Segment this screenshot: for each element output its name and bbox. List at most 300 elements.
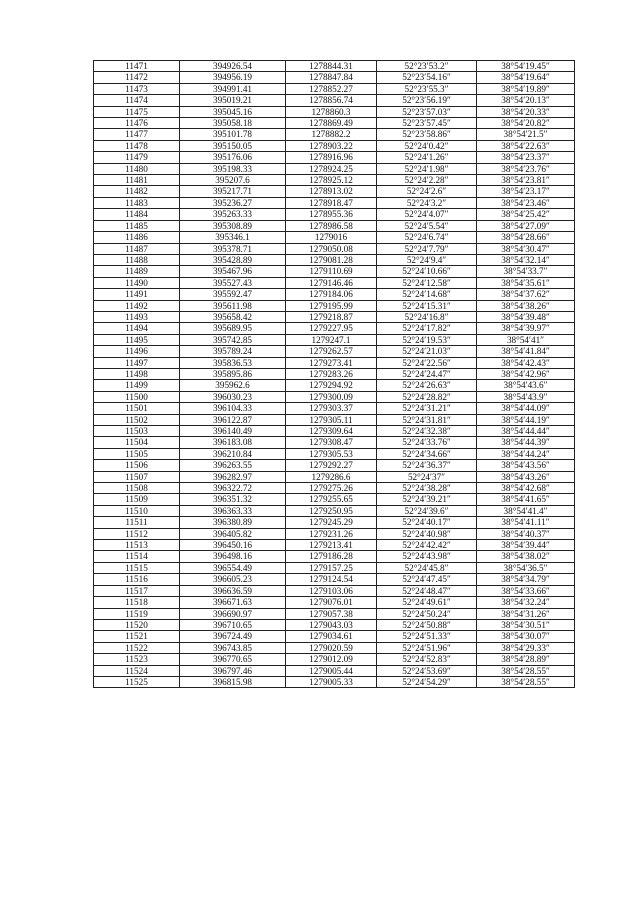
x-coordinate-cell: 396183.08 [180, 437, 286, 448]
latitude-cell: 52°24′9.4″ [377, 254, 477, 265]
x-coordinate-cell: 395045.16 [180, 106, 286, 117]
y-coordinate-cell: 1279057.38 [286, 608, 377, 619]
longitude-cell: 38°54′38.02″ [477, 551, 575, 562]
latitude-cell: 52°23′53.2″ [377, 61, 477, 72]
longitude-cell: 38°54′44.44″ [477, 426, 575, 437]
longitude-cell: 38°54′44.39″ [477, 437, 575, 448]
x-coordinate-cell: 396263.55 [180, 460, 286, 471]
longitude-cell: 38°54′21.5″ [477, 129, 575, 140]
latitude-cell: 52°24′19.53″ [377, 334, 477, 345]
table-row [94, 197, 575, 208]
x-coordinate-cell: 395789.24 [180, 346, 286, 357]
y-coordinate-cell: 1278882.2 [286, 129, 377, 140]
table-row [94, 403, 575, 414]
point-number-cell: 11483 [94, 197, 180, 208]
point-number-cell: 11473 [94, 83, 180, 94]
table-row [94, 209, 575, 220]
longitude-cell: 38°54′23.17″ [477, 186, 575, 197]
y-coordinate-cell: 1279012.09 [286, 654, 377, 665]
latitude-cell: 52°24′34.66″ [377, 448, 477, 459]
table-row [94, 494, 575, 505]
point-number-cell: 11510 [94, 505, 180, 516]
point-number-cell: 11492 [94, 300, 180, 311]
x-coordinate-cell: 395428.89 [180, 254, 286, 265]
latitude-cell: 52°24′32.38″ [377, 426, 477, 437]
table-row [94, 517, 575, 528]
table-row [94, 72, 575, 83]
longitude-cell: 38°54′28.66″ [477, 232, 575, 243]
table-row [94, 152, 575, 163]
point-number-cell: 11504 [94, 437, 180, 448]
table-row [94, 323, 575, 334]
latitude-cell: 52°24′2.28″ [377, 175, 477, 186]
x-coordinate-cell: 395101.78 [180, 129, 286, 140]
x-coordinate-cell: 396450.16 [180, 540, 286, 551]
y-coordinate-cell: 1279218.87 [286, 311, 377, 322]
y-coordinate-cell: 1279255.65 [286, 494, 377, 505]
y-coordinate-cell: 1278925.12 [286, 175, 377, 186]
point-number-cell: 11478 [94, 140, 180, 151]
y-coordinate-cell: 1279050.08 [286, 243, 377, 254]
table-row [94, 95, 575, 106]
x-coordinate-cell: 395689.95 [180, 323, 286, 334]
table-row [94, 106, 575, 117]
point-number-cell: 11471 [94, 61, 180, 72]
y-coordinate-cell: 1278860.3 [286, 106, 377, 117]
table-row [94, 232, 575, 243]
latitude-cell: 52°24′51.33″ [377, 631, 477, 642]
point-number-cell: 11515 [94, 562, 180, 573]
point-number-cell: 11474 [94, 95, 180, 106]
y-coordinate-cell: 1279273.41 [286, 357, 377, 368]
y-coordinate-cell: 1278844.31 [286, 61, 377, 72]
y-coordinate-cell: 1279146.46 [286, 277, 377, 288]
point-number-cell: 11522 [94, 642, 180, 653]
table-row [94, 551, 575, 562]
y-coordinate-cell: 1278924.25 [286, 163, 377, 174]
point-number-cell: 11503 [94, 426, 180, 437]
point-number-cell: 11508 [94, 483, 180, 494]
table-row [94, 619, 575, 630]
x-coordinate-cell: 395236.27 [180, 197, 286, 208]
table-row [94, 83, 575, 94]
point-number-cell: 11500 [94, 391, 180, 402]
y-coordinate-cell: 1279305.53 [286, 448, 377, 459]
latitude-cell: 52°24′39.6″ [377, 505, 477, 516]
x-coordinate-cell: 396380.89 [180, 517, 286, 528]
point-number-cell: 11491 [94, 289, 180, 300]
table-row [94, 129, 575, 140]
table-row [94, 254, 575, 265]
y-coordinate-cell: 1279124.54 [286, 574, 377, 585]
x-coordinate-cell: 396554.49 [180, 562, 286, 573]
x-coordinate-cell: 395467.96 [180, 266, 286, 277]
point-number-cell: 11513 [94, 540, 180, 551]
y-coordinate-cell: 1279081.28 [286, 254, 377, 265]
x-coordinate-cell: 396797.46 [180, 665, 286, 676]
longitude-cell: 38°54′33.66″ [477, 585, 575, 596]
table-row [94, 414, 575, 425]
point-number-cell: 11499 [94, 380, 180, 391]
table-row [94, 540, 575, 551]
y-coordinate-cell: 1278856.74 [286, 95, 377, 106]
point-number-cell: 11494 [94, 323, 180, 334]
point-number-cell: 11519 [94, 608, 180, 619]
table-row [94, 391, 575, 402]
latitude-cell: 52°24′53.69″ [377, 665, 477, 676]
y-coordinate-cell: 1278847.84 [286, 72, 377, 83]
longitude-cell: 38°54′37.62″ [477, 289, 575, 300]
y-coordinate-cell: 1279157.25 [286, 562, 377, 573]
x-coordinate-cell: 395058.18 [180, 118, 286, 129]
x-coordinate-cell: 395263.33 [180, 209, 286, 220]
longitude-cell: 38°54′20.82″ [477, 118, 575, 129]
latitude-cell: 52°24′40.98″ [377, 528, 477, 539]
y-coordinate-cell: 1279286.6 [286, 471, 377, 482]
point-number-cell: 11507 [94, 471, 180, 482]
point-number-cell: 11472 [94, 72, 180, 83]
longitude-cell: 38°54′41.65″ [477, 494, 575, 505]
longitude-cell: 38°54′43.26″ [477, 471, 575, 482]
table-row [94, 61, 575, 72]
y-coordinate-cell: 1278986.58 [286, 220, 377, 231]
x-coordinate-cell: 395742.85 [180, 334, 286, 345]
longitude-cell: 38°54′43.56″ [477, 460, 575, 471]
y-coordinate-cell: 1279186.28 [286, 551, 377, 562]
latitude-cell: 52°23′56.19″ [377, 95, 477, 106]
latitude-cell: 52°24′3.2″ [377, 197, 477, 208]
latitude-cell: 52°24′42.42″ [377, 540, 477, 551]
longitude-cell: 38°54′28.89″ [477, 654, 575, 665]
y-coordinate-cell: 1279231.26 [286, 528, 377, 539]
latitude-cell: 52°24′49.61″ [377, 597, 477, 608]
y-coordinate-cell: 1279005.44 [286, 665, 377, 676]
latitude-cell: 52°24′4.07″ [377, 209, 477, 220]
longitude-cell: 38°54′39.48″ [477, 311, 575, 322]
longitude-cell: 38°54′19.89″ [477, 83, 575, 94]
x-coordinate-cell: 396363.33 [180, 505, 286, 516]
x-coordinate-cell: 395611.98 [180, 300, 286, 311]
y-coordinate-cell: 1279247.1 [286, 334, 377, 345]
latitude-cell: 52°24′16.8″ [377, 311, 477, 322]
latitude-cell: 52°24′47.45″ [377, 574, 477, 585]
latitude-cell: 52°24′22.56″ [377, 357, 477, 368]
y-coordinate-cell: 1279250.95 [286, 505, 377, 516]
latitude-cell: 52°24′14.68″ [377, 289, 477, 300]
longitude-cell: 38°54′20.13″ [477, 95, 575, 106]
point-number-cell: 11505 [94, 448, 180, 459]
latitude-cell: 52°24′50.88″ [377, 619, 477, 630]
y-coordinate-cell: 1279034.61 [286, 631, 377, 642]
y-coordinate-cell: 1279262.57 [286, 346, 377, 357]
point-number-cell: 11514 [94, 551, 180, 562]
table-row [94, 665, 575, 676]
point-number-cell: 11482 [94, 186, 180, 197]
x-coordinate-cell: 395217.71 [180, 186, 286, 197]
latitude-cell: 52°24′6.74″ [377, 232, 477, 243]
table-row [94, 266, 575, 277]
table-row [94, 243, 575, 254]
longitude-cell: 38°54′30.47″ [477, 243, 575, 254]
longitude-cell: 38°54′31.26″ [477, 608, 575, 619]
longitude-cell: 38°54′25.42″ [477, 209, 575, 220]
latitude-cell: 52°24′26.63″ [377, 380, 477, 391]
x-coordinate-cell: 396498.16 [180, 551, 286, 562]
table-row [94, 608, 575, 619]
x-coordinate-cell: 396671.63 [180, 597, 286, 608]
x-coordinate-cell: 395378.71 [180, 243, 286, 254]
x-coordinate-cell: 395592.47 [180, 289, 286, 300]
point-number-cell: 11477 [94, 129, 180, 140]
y-coordinate-cell: 1279076.01 [286, 597, 377, 608]
latitude-cell: 52°24′48.47″ [377, 585, 477, 596]
table-row [94, 175, 575, 186]
coordinates-table-body [94, 61, 575, 688]
table-row [94, 311, 575, 322]
y-coordinate-cell: 1279184.06 [286, 289, 377, 300]
table-row [94, 357, 575, 368]
x-coordinate-cell: 396710.65 [180, 619, 286, 630]
table-row [94, 676, 575, 687]
table-row [94, 346, 575, 357]
y-coordinate-cell: 1279245.29 [286, 517, 377, 528]
x-coordinate-cell: 394991.41 [180, 83, 286, 94]
point-number-cell: 11506 [94, 460, 180, 471]
longitude-cell: 38°54′33.7″ [477, 266, 575, 277]
longitude-cell: 38°54′44.19″ [477, 414, 575, 425]
latitude-cell: 52°24′21.03″ [377, 346, 477, 357]
longitude-cell: 38°54′28.55″ [477, 676, 575, 687]
x-coordinate-cell: 395207.6 [180, 175, 286, 186]
point-number-cell: 11521 [94, 631, 180, 642]
y-coordinate-cell: 1279103.06 [286, 585, 377, 596]
y-coordinate-cell: 1279227.95 [286, 323, 377, 334]
point-number-cell: 11485 [94, 220, 180, 231]
table-row [94, 186, 575, 197]
x-coordinate-cell: 396815.98 [180, 676, 286, 687]
longitude-cell: 38°54′43.9″ [477, 391, 575, 402]
latitude-cell: 52°24′10.66″ [377, 266, 477, 277]
longitude-cell: 38°54′30.51″ [477, 619, 575, 630]
table-row [94, 562, 575, 573]
latitude-cell: 52°24′38.28″ [377, 483, 477, 494]
y-coordinate-cell: 1279308.47 [286, 437, 377, 448]
point-number-cell: 11501 [94, 403, 180, 414]
point-number-cell: 11484 [94, 209, 180, 220]
table-row [94, 426, 575, 437]
point-number-cell: 11517 [94, 585, 180, 596]
point-number-cell: 11476 [94, 118, 180, 129]
y-coordinate-cell: 1279020.59 [286, 642, 377, 653]
table-row [94, 528, 575, 539]
latitude-cell: 52°23′58.86″ [377, 129, 477, 140]
table-row [94, 220, 575, 231]
y-coordinate-cell: 1279292.27 [286, 460, 377, 471]
table-row [94, 483, 575, 494]
longitude-cell: 38°54′42.43″ [477, 357, 575, 368]
longitude-cell: 38°54′44.24″ [477, 448, 575, 459]
y-coordinate-cell: 1279043.03 [286, 619, 377, 630]
point-number-cell: 11518 [94, 597, 180, 608]
x-coordinate-cell: 396104.33 [180, 403, 286, 414]
latitude-cell: 52°23′54.16″ [377, 72, 477, 83]
x-coordinate-cell: 396030.23 [180, 391, 286, 402]
x-coordinate-cell: 396605.23 [180, 574, 286, 585]
longitude-cell: 38°54′23.46″ [477, 197, 575, 208]
table-row [94, 289, 575, 300]
table-row [94, 140, 575, 151]
x-coordinate-cell: 396351.32 [180, 494, 286, 505]
latitude-cell: 52°24′7.79″ [377, 243, 477, 254]
latitude-cell: 52°24′37″ [377, 471, 477, 482]
latitude-cell: 52°24′54.29″ [377, 676, 477, 687]
longitude-cell: 38°54′35.61″ [477, 277, 575, 288]
x-coordinate-cell: 396770.65 [180, 654, 286, 665]
coordinates-table [93, 60, 575, 688]
longitude-cell: 38°54′20.33″ [477, 106, 575, 117]
longitude-cell: 38°54′34.79″ [477, 574, 575, 585]
point-number-cell: 11525 [94, 676, 180, 687]
latitude-cell: 52°24′1.26″ [377, 152, 477, 163]
longitude-cell: 38°54′39.44″ [477, 540, 575, 551]
point-number-cell: 11520 [94, 619, 180, 630]
table-row [94, 163, 575, 174]
x-coordinate-cell: 394926.54 [180, 61, 286, 72]
x-coordinate-cell: 395895.86 [180, 368, 286, 379]
longitude-cell: 38°54′30.07″ [477, 631, 575, 642]
longitude-cell: 38°54′19.64″ [477, 72, 575, 83]
point-number-cell: 11524 [94, 665, 180, 676]
latitude-cell: 52°24′50.24″ [377, 608, 477, 619]
latitude-cell: 52°24′45.8″ [377, 562, 477, 573]
point-number-cell: 11475 [94, 106, 180, 117]
x-coordinate-cell: 395836.53 [180, 357, 286, 368]
y-coordinate-cell: 1279195.99 [286, 300, 377, 311]
y-coordinate-cell: 1278903.22 [286, 140, 377, 151]
x-coordinate-cell: 396322.72 [180, 483, 286, 494]
y-coordinate-cell: 1278955.36 [286, 209, 377, 220]
table-row [94, 380, 575, 391]
longitude-cell: 38°54′41.11″ [477, 517, 575, 528]
y-coordinate-cell: 1279016 [286, 232, 377, 243]
point-number-cell: 11498 [94, 368, 180, 379]
x-coordinate-cell: 395346.1 [180, 232, 286, 243]
latitude-cell: 52°23′57.03″ [377, 106, 477, 117]
table-row [94, 642, 575, 653]
x-coordinate-cell: 395019.21 [180, 95, 286, 106]
latitude-cell: 52°24′52.83″ [377, 654, 477, 665]
latitude-cell: 52°24′0.42″ [377, 140, 477, 151]
point-number-cell: 11487 [94, 243, 180, 254]
table-row [94, 300, 575, 311]
table-row [94, 505, 575, 516]
point-number-cell: 11496 [94, 346, 180, 357]
longitude-cell: 38°54′23.81″ [477, 175, 575, 186]
longitude-cell: 38°54′23.37″ [477, 152, 575, 163]
y-coordinate-cell: 1279303.37 [286, 403, 377, 414]
x-coordinate-cell: 396636.59 [180, 585, 286, 596]
longitude-cell: 38°54′40.37″ [477, 528, 575, 539]
x-coordinate-cell: 395176.06 [180, 152, 286, 163]
x-coordinate-cell: 395308.89 [180, 220, 286, 231]
table-row [94, 654, 575, 665]
latitude-cell: 52°24′28.82″ [377, 391, 477, 402]
table-row [94, 334, 575, 345]
y-coordinate-cell: 1278916.96 [286, 152, 377, 163]
table-row [94, 277, 575, 288]
y-coordinate-cell: 1279300.09 [286, 391, 377, 402]
latitude-cell: 52°24′43.98″ [377, 551, 477, 562]
table-row [94, 631, 575, 642]
latitude-cell: 52°24′33.76″ [377, 437, 477, 448]
longitude-cell: 38°54′36.5″ [477, 562, 575, 573]
y-coordinate-cell: 1278852.27 [286, 83, 377, 94]
y-coordinate-cell: 1279305.11 [286, 414, 377, 425]
table-row [94, 118, 575, 129]
y-coordinate-cell: 1279294.92 [286, 380, 377, 391]
latitude-cell: 52°24′40.17″ [377, 517, 477, 528]
point-number-cell: 11512 [94, 528, 180, 539]
longitude-cell: 38°54′42.68″ [477, 483, 575, 494]
longitude-cell: 38°54′41.84″ [477, 346, 575, 357]
latitude-cell: 52°24′17.82″ [377, 323, 477, 334]
point-number-cell: 11523 [94, 654, 180, 665]
y-coordinate-cell: 1279213.41 [286, 540, 377, 551]
y-coordinate-cell: 1278913.02 [286, 186, 377, 197]
point-number-cell: 11489 [94, 266, 180, 277]
table-row [94, 597, 575, 608]
latitude-cell: 52°24′12.58″ [377, 277, 477, 288]
latitude-cell: 52°24′1.98″ [377, 163, 477, 174]
longitude-cell: 38°54′42.96″ [477, 368, 575, 379]
longitude-cell: 38°54′44.09″ [477, 403, 575, 414]
y-coordinate-cell: 1279275.26 [286, 483, 377, 494]
latitude-cell: 52°24′15.31″ [377, 300, 477, 311]
table-row [94, 585, 575, 596]
table-row [94, 437, 575, 448]
point-number-cell: 11479 [94, 152, 180, 163]
y-coordinate-cell: 1278869.49 [286, 118, 377, 129]
latitude-cell: 52°24′31.21″ [377, 403, 477, 414]
x-coordinate-cell: 394956.19 [180, 72, 286, 83]
point-number-cell: 11497 [94, 357, 180, 368]
x-coordinate-cell: 395658.42 [180, 311, 286, 322]
table-row [94, 471, 575, 482]
latitude-cell: 52°24′31.81″ [377, 414, 477, 425]
x-coordinate-cell: 396743.85 [180, 642, 286, 653]
point-number-cell: 11488 [94, 254, 180, 265]
x-coordinate-cell: 395962.6 [180, 380, 286, 391]
x-coordinate-cell: 395527.43 [180, 277, 286, 288]
point-number-cell: 11516 [94, 574, 180, 585]
longitude-cell: 38°54′38.26″ [477, 300, 575, 311]
latitude-cell: 52°24′36.37″ [377, 460, 477, 471]
latitude-cell: 52°23′57.45″ [377, 118, 477, 129]
y-coordinate-cell: 1279110.69 [286, 266, 377, 277]
x-coordinate-cell: 396140.49 [180, 426, 286, 437]
x-coordinate-cell: 396122.87 [180, 414, 286, 425]
latitude-cell: 52°24′2.6″ [377, 186, 477, 197]
point-number-cell: 11509 [94, 494, 180, 505]
longitude-cell: 38°54′41″ [477, 334, 575, 345]
longitude-cell: 38°54′32.14″ [477, 254, 575, 265]
latitude-cell: 52°24′39.21″ [377, 494, 477, 505]
longitude-cell: 38°54′29.33″ [477, 642, 575, 653]
longitude-cell: 38°54′28.55″ [477, 665, 575, 676]
point-number-cell: 11511 [94, 517, 180, 528]
table-row [94, 368, 575, 379]
latitude-cell: 52°24′24.47″ [377, 368, 477, 379]
